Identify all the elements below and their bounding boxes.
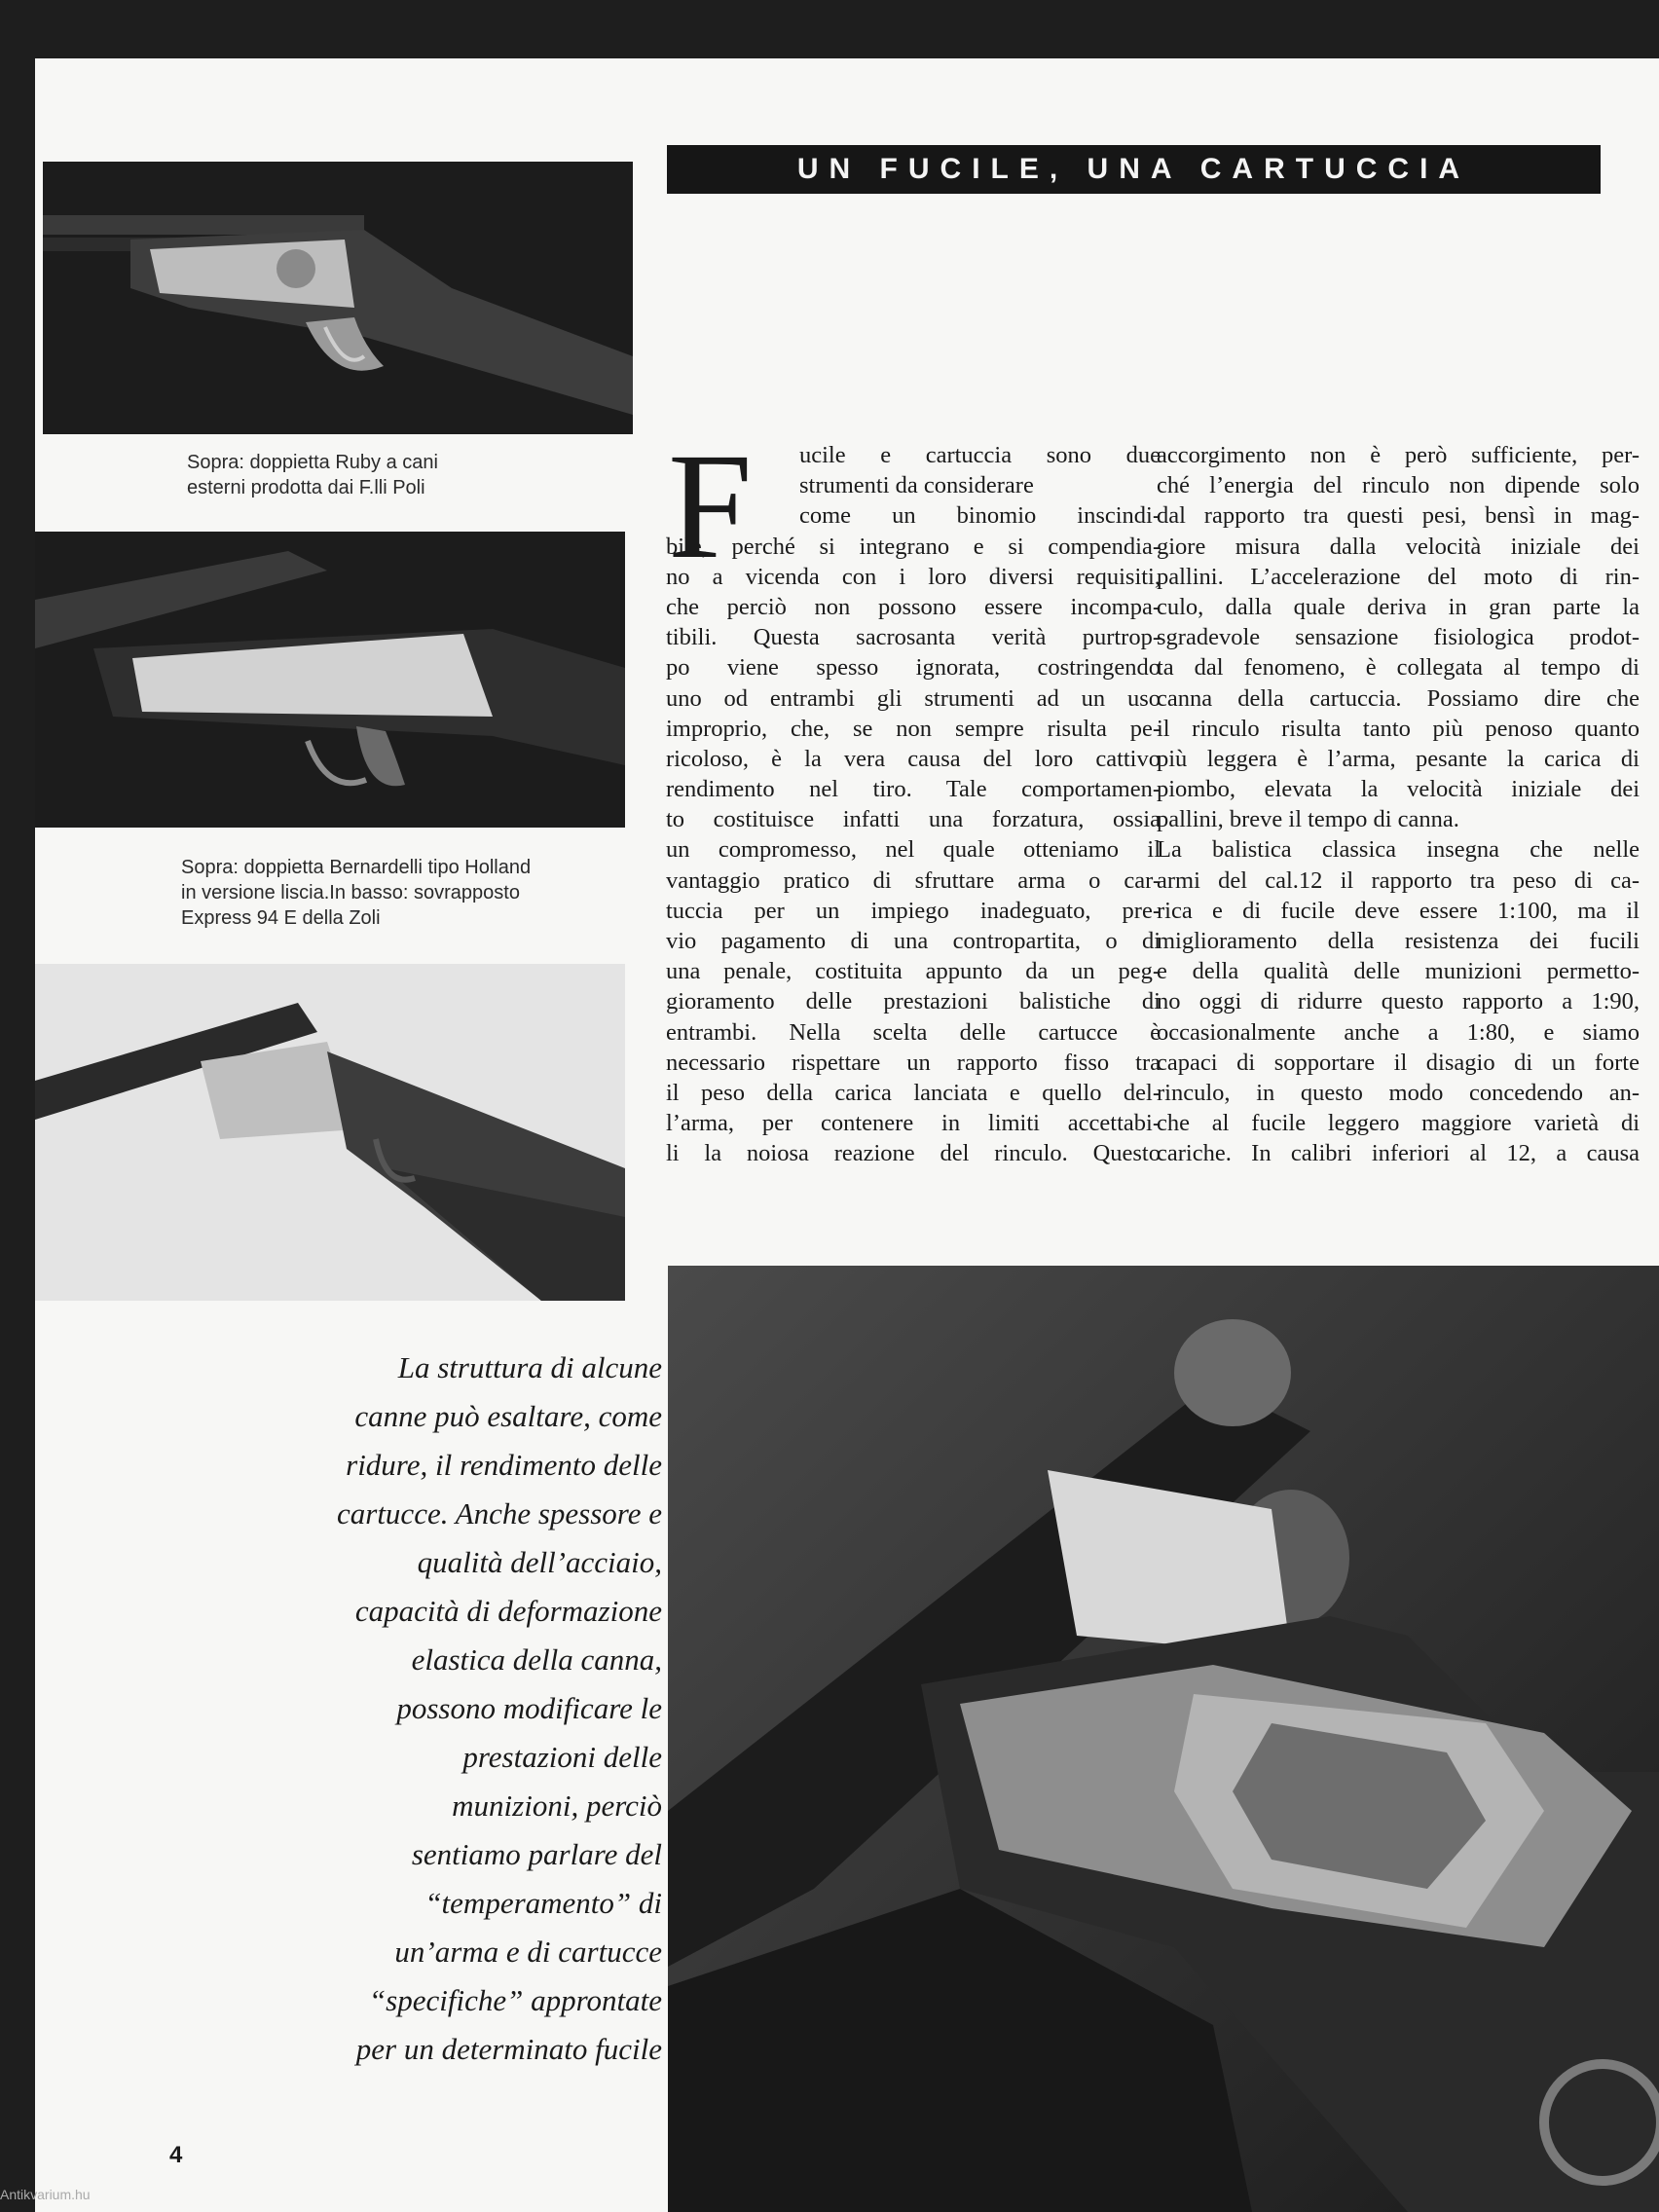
text-line: rendimento nel tiro. Tale comportamen-: [666, 776, 1161, 803]
text-line: ucile e cartuccia sono due: [799, 442, 1161, 468]
text-line: culo, dalla quale deriva in gran parte la: [1157, 593, 1640, 620]
quote-line: munizioni, perciò: [452, 1788, 662, 1823]
quote-line: per un determinato fucile: [355, 2032, 662, 2066]
text-line: necessario rispettare un rapporto fisso tra: [666, 1049, 1161, 1076]
article-column-1: [666, 422, 1161, 1169]
text-line: armi del cal.12 il rapporto tra peso di ca-: [1157, 866, 1640, 894]
text-line: no oggi di ridurre questo rapporto a 1:90,: [1157, 988, 1640, 1015]
photo-bernardelli-shotgun: [35, 532, 625, 828]
section-banner: UN FUCILE, UNA CARTUCCIA: [667, 145, 1601, 194]
quote-line: un’arma e di cartucce: [394, 1935, 662, 1969]
quote-line: elastica della canna,: [411, 1642, 662, 1677]
caption-line: Sopra: doppietta Bernardelli tipo Holland: [181, 857, 532, 878]
text-line: tibili. Questa sacrosanta verità purtrop-: [666, 624, 1161, 651]
text-line: occasionalmente anche a 1:80, e siamo: [1157, 1018, 1640, 1046]
text-line: il rinculo risulta tanto più penoso quanto: [1157, 715, 1640, 742]
quote-line: “temperamento” di: [424, 1886, 662, 1920]
caption-line: in versione liscia.In basso: sovrapposto: [181, 882, 520, 903]
pull-quote: [181, 1344, 662, 2074]
text-line: entrambi. Nella scelta delle cartucce è: [666, 1018, 1161, 1046]
quote-line: La struttura di alcune: [397, 1350, 662, 1384]
caption-line: Express 94 E della Zoli: [181, 907, 381, 929]
text-line: più leggera è l’arma, pesante la carica di: [1157, 745, 1640, 772]
text-line: strumenti da considerare: [799, 472, 1034, 499]
text-line: piombo, elevata la velocità iniziale dei: [1157, 776, 1640, 803]
quote-line: capacità di deformazione: [354, 1594, 662, 1628]
text-line: bile, perché si integrano e si compendia-: [666, 533, 1161, 560]
caption-top: [187, 450, 438, 500]
text-line: che perciò non possono essere incompa-: [666, 593, 1161, 620]
text-line: rica e di fucile deve essere 1:100, ma il: [1157, 897, 1640, 924]
text-line: miglioramento della resistenza dei fucili: [1157, 928, 1640, 954]
text-line: canna della cartuccia. Possiamo dire che: [1157, 684, 1640, 712]
caption-middle: [181, 855, 531, 931]
text-line: li la noiosa reazione del rinculo. Questo: [666, 1140, 1161, 1167]
text-line: l’arma, per contenere in limiti accettabi-: [666, 1110, 1161, 1137]
text-line: ché l’energia del rinculo non dipende solo: [1157, 472, 1640, 499]
text-line: dal rapporto tra questi pesi, bensì in mag-: [1157, 502, 1640, 530]
text-line: improprio, che, se non sempre risulta pe-: [666, 715, 1161, 742]
text-line: La balistica classica insegna che nelle: [1157, 836, 1640, 864]
shotgun-image: [668, 1266, 1659, 2212]
text-line: sgradevole sensazione fisiologica prodot-: [1157, 624, 1640, 651]
text-line: che al fucile leggero maggiore varietà di: [1157, 1110, 1640, 1137]
text-line: pallini. L’accelerazione del moto di rin-: [1157, 563, 1640, 590]
quote-line: possono modificare le: [396, 1691, 662, 1725]
text-line: gioramento delle prestazioni balistiche di: [666, 988, 1161, 1015]
text-line: il peso della carica lanciata e quello del-: [666, 1079, 1161, 1106]
photo-zoli-express: [35, 964, 625, 1301]
text-line: po viene spesso ignorata, costringendo: [666, 654, 1161, 682]
quote-line: ridure, il rendimento delle: [346, 1448, 662, 1482]
text-line: no a vicenda con i loro diversi requisiti,: [666, 563, 1161, 590]
drop-cap: F: [668, 422, 753, 590]
quote-line: sentiamo parlare del: [411, 1837, 662, 1871]
text-line: e della qualità delle munizioni permetto-: [1157, 958, 1640, 985]
shotgun-image: [43, 162, 633, 434]
quote-line: “specifiche” approntate: [368, 1983, 662, 2017]
article-column-2: [1157, 440, 1640, 1169]
text-line: accorgimento non è però sufficiente, per-: [1157, 442, 1640, 468]
text-line: tuccia per un impiego inadeguato, pre-: [666, 897, 1161, 924]
quote-line: cartucce. Anche spessore e: [337, 1496, 662, 1530]
shotgun-image: [35, 532, 625, 828]
text-line: vio pagamento di una contropartita, o di: [666, 928, 1161, 954]
text-line: rinculo, in questo modo concedendo an-: [1157, 1079, 1640, 1106]
text-line: ta dal fenomeno, è collegata al tempo di: [1157, 654, 1640, 682]
text-line: una penale, costituita appunto da un peg-: [666, 958, 1161, 985]
photo-ruby-shotgun: [43, 162, 633, 434]
quote-line: prestazioni delle: [462, 1740, 662, 1774]
caption-line: Sopra: doppietta Ruby a cani: [187, 452, 438, 473]
quote-line: qualità dell’acciaio,: [417, 1545, 662, 1579]
text-line: pallini, breve il tempo di canna.: [1157, 806, 1459, 833]
text-line: un compromesso, nel quale otteniamo il: [666, 836, 1161, 864]
text-line: to costituisce infatti una forzatura, ossia: [666, 806, 1161, 833]
caption-line: esterni prodotta dai F.lli Poli: [187, 477, 425, 498]
photo-engraved-shotgun-closeup: [668, 1266, 1659, 2212]
text-line: giore misura dalla velocità iniziale dei: [1157, 533, 1640, 560]
watermark: Antikvarium.hu: [0, 2187, 91, 2202]
text-line: ricoloso, è la vera causa del loro cattivo: [666, 745, 1161, 772]
page-number: 4: [169, 2142, 183, 2168]
magazine-page: [35, 58, 1659, 2212]
text-line: vantaggio pratico di sfruttare arma o car-: [666, 866, 1161, 894]
text-line: capaci di sopportare il disagio di un forte: [1157, 1049, 1640, 1076]
text-line: uno od entrambi gli strumenti ad un uso: [666, 684, 1161, 712]
text-line: come un binomio inscindi-: [799, 502, 1161, 530]
shotgun-image: [35, 964, 625, 1301]
text-line: cariche. In calibri inferiori al 12, a causa: [1157, 1140, 1640, 1167]
quote-line: canne può esaltare, come: [354, 1399, 662, 1433]
